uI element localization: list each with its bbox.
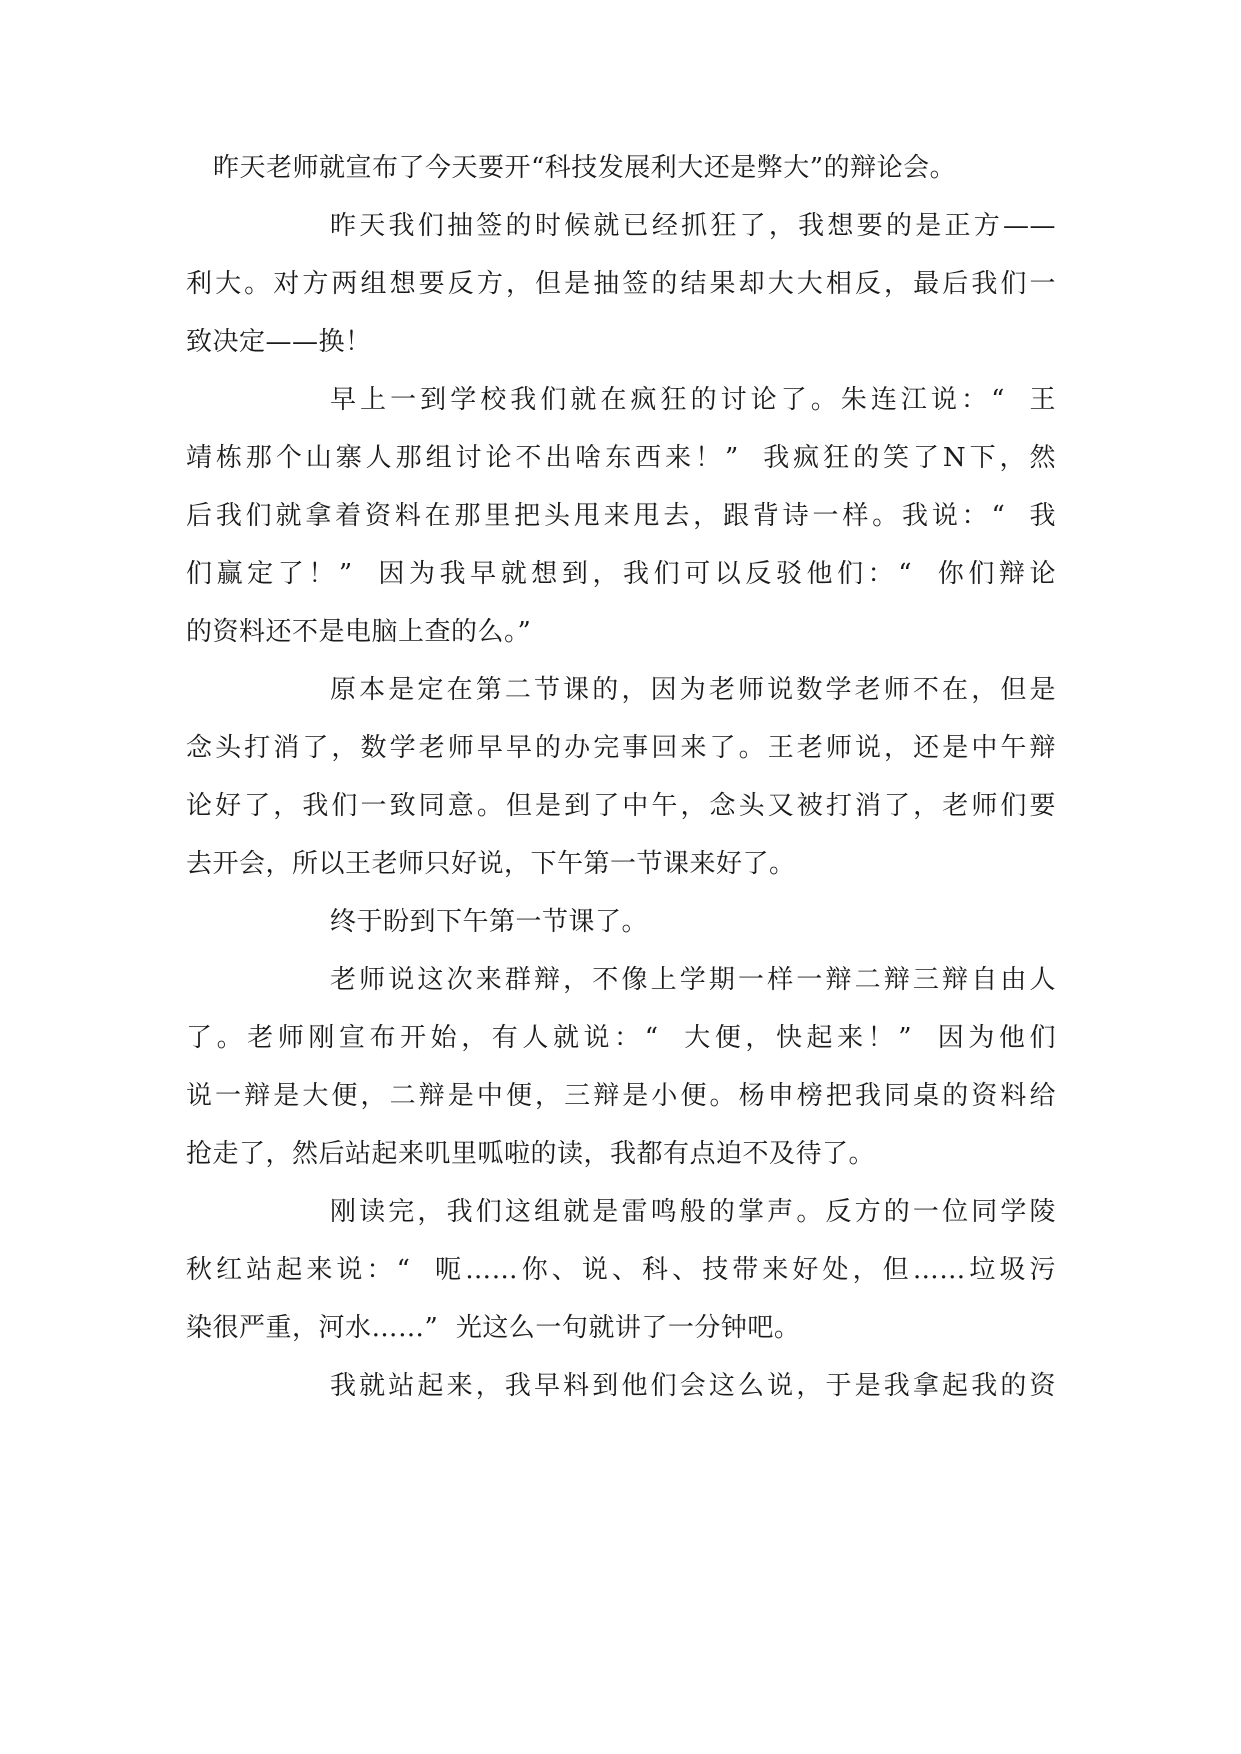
text-line: 的资料还不是电脑上查的么。”	[186, 617, 532, 647]
text-line: 致决定——换！	[186, 327, 372, 357]
text-line: 后我们就拿着资料在那里把头甩来甩去，跟背诗一样。我说：“ 我	[186, 501, 1056, 531]
text-line: 说一辩是大便，二辩是中便，三辩是小便。杨申榜把我同桌的资料给	[186, 1081, 1056, 1111]
text-line: 了。老师刚宣布开始，有人就说：“ 大便，快起来！” 因为他们	[186, 1023, 1056, 1053]
text-line: 原本是定在第二节课的，因为老师说数学老师不在，但是	[330, 675, 1056, 705]
text-line: 早上一到学校我们就在疯狂的讨论了。朱连江说：“ 王	[330, 385, 1056, 415]
text-line: 昨天我们抽签的时候就已经抓狂了，我想要的是正方——	[330, 211, 1056, 241]
text-line: 念头打消了，数学老师早早的办完事回来了。王老师说，还是中午辩	[186, 733, 1056, 763]
text-line: 抢走了，然后站起来叽里呱啦的读，我都有点迫不及待了。	[186, 1139, 876, 1169]
text-line: 昨天老师就宣布了今天要开“科技发展利大还是弊大”的辩论会。	[213, 153, 957, 183]
text-line: 们赢定了！” 因为我早就想到，我们可以反驳他们：“ 你们辩论	[186, 559, 1056, 589]
text-line: 老师说这次来群辩，不像上学期一样一辩二辩三辩自由人	[330, 965, 1056, 995]
text-line: 染很严重，河水……” 光这么一句就讲了一分钟吧。	[186, 1313, 801, 1343]
text-line: 终于盼到下午第一节课了。	[330, 907, 649, 937]
text-line: 刚读完，我们这组就是雷鸣般的掌声。反方的一位同学陵	[330, 1197, 1056, 1227]
text-line: 我就站起来，我早料到他们会这么说，于是我拿起我的资	[330, 1371, 1056, 1401]
text-line: 利大。对方两组想要反方，但是抽签的结果却大大相反，最后我们一	[186, 269, 1056, 299]
text-line: 靖栋那个山寨人那组讨论不出啥东西来！” 我疯狂的笑了N下，然	[186, 443, 1056, 473]
text-line: 论好了，我们一致同意。但是到了中午，念头又被打消了，老师们要	[186, 791, 1056, 821]
text-line: 去开会，所以王老师只好说，下午第一节课来好了。	[186, 849, 796, 879]
text-line: 秋红站起来说：“ 呃……你、说、科、技带来好处，但……垃圾污	[186, 1255, 1056, 1285]
